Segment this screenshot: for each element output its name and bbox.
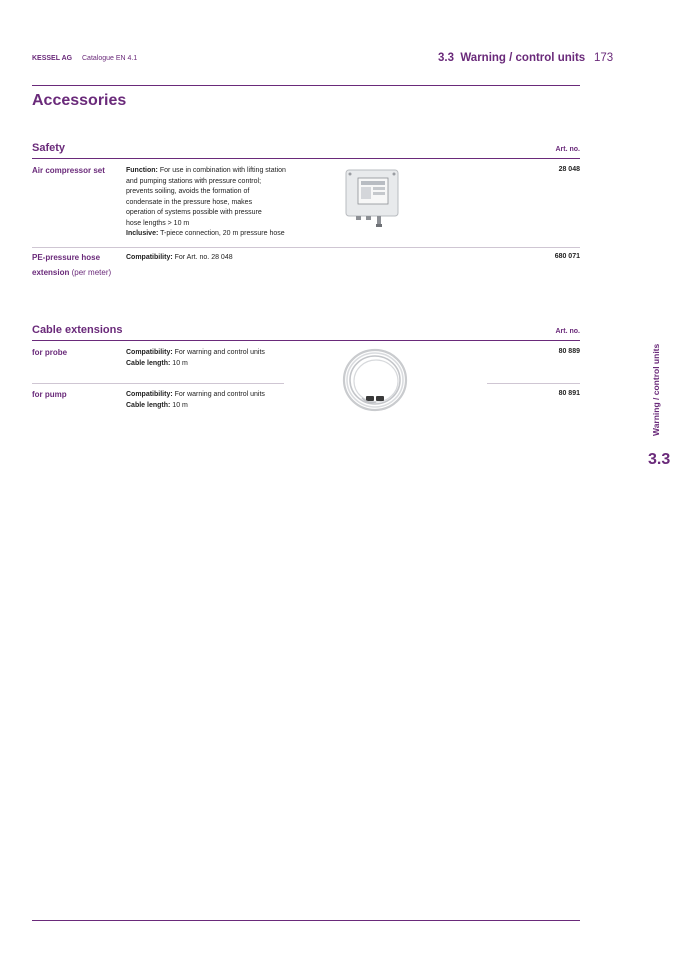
item-name-air-compressor: Air compressor set bbox=[32, 166, 105, 175]
safety-artno-header: Art. no. bbox=[555, 146, 580, 153]
art-no-air-compressor: 28 048 bbox=[558, 166, 580, 173]
item-desc-pe-hose bbox=[126, 253, 326, 264]
cable-length-text: 10 m bbox=[172, 401, 188, 409]
side-tab-label: Warning / control units bbox=[651, 343, 661, 436]
function-text: condensate in the pressure hose, makes bbox=[126, 198, 253, 206]
item-desc-air-compressor bbox=[126, 166, 296, 240]
cable-length-text: 10 m bbox=[172, 359, 188, 367]
compat-label: Compatibility: bbox=[126, 391, 173, 398]
item-divider bbox=[32, 247, 580, 248]
safety-rule bbox=[32, 158, 580, 159]
compat-label: Compatibility: bbox=[126, 349, 173, 356]
item-name-for-pump: for pump bbox=[32, 390, 67, 399]
cable-length-label: Cable length: bbox=[126, 359, 171, 367]
page-number: 173 bbox=[594, 52, 614, 64]
item-name-suffix: (per meter) bbox=[71, 268, 112, 277]
item-name-pe-hose bbox=[32, 250, 111, 280]
header-rule bbox=[32, 85, 580, 86]
compat-text: For warning and control units bbox=[174, 349, 265, 356]
cables-rule bbox=[32, 340, 580, 341]
footer-rule bbox=[32, 920, 580, 921]
inclusive-text: T-piece connection, 20 m pressure hose bbox=[160, 230, 285, 237]
item-divider bbox=[487, 383, 580, 384]
item-name-line: extension bbox=[32, 268, 70, 277]
compat-label: Compatibility: bbox=[126, 254, 173, 261]
function-text: hose lengths > 10 m bbox=[126, 219, 190, 227]
compat-text: For warning and control units bbox=[174, 391, 265, 398]
item-name-for-probe: for probe bbox=[32, 348, 68, 357]
item-desc-for-pump bbox=[126, 390, 326, 411]
side-tab-number: 3.3 bbox=[648, 451, 671, 468]
cables-artno-header: Art. no. bbox=[555, 328, 580, 335]
art-no-for-probe: 80 889 bbox=[558, 348, 580, 355]
function-label: Function: bbox=[126, 167, 158, 174]
air-compressor-image bbox=[344, 168, 402, 230]
function-text: prevents soiling, avoids the formation of bbox=[126, 188, 250, 195]
safety-section-title: Safety bbox=[32, 142, 66, 154]
catalogue-label: Catalogue EN 4.1 bbox=[82, 55, 138, 62]
item-divider bbox=[32, 383, 284, 384]
art-no-pe-hose: 680 071 bbox=[554, 253, 580, 260]
cable-coil-image bbox=[340, 346, 410, 414]
inclusive-label: Inclusive: bbox=[126, 230, 159, 237]
section-heading: 3.3 Warning / control units bbox=[438, 52, 586, 64]
art-no-for-pump: 80 891 bbox=[558, 390, 580, 397]
company-name: KESSEL AG bbox=[32, 55, 73, 62]
item-name-line: PE-pressure hose bbox=[32, 253, 101, 262]
page-title: Accessories bbox=[32, 92, 127, 109]
item-desc-for-probe bbox=[126, 348, 326, 369]
function-text: For use in combination with lifting station bbox=[159, 167, 286, 174]
compat-text: For Art. no. 28 048 bbox=[174, 254, 233, 261]
function-text: operation of systems possible with pressure bbox=[126, 209, 262, 216]
cable-length-label: Cable length: bbox=[126, 401, 171, 409]
cables-section-title: Cable extensions bbox=[32, 324, 123, 336]
function-text: and pumping stations with pressure control; bbox=[126, 177, 262, 185]
